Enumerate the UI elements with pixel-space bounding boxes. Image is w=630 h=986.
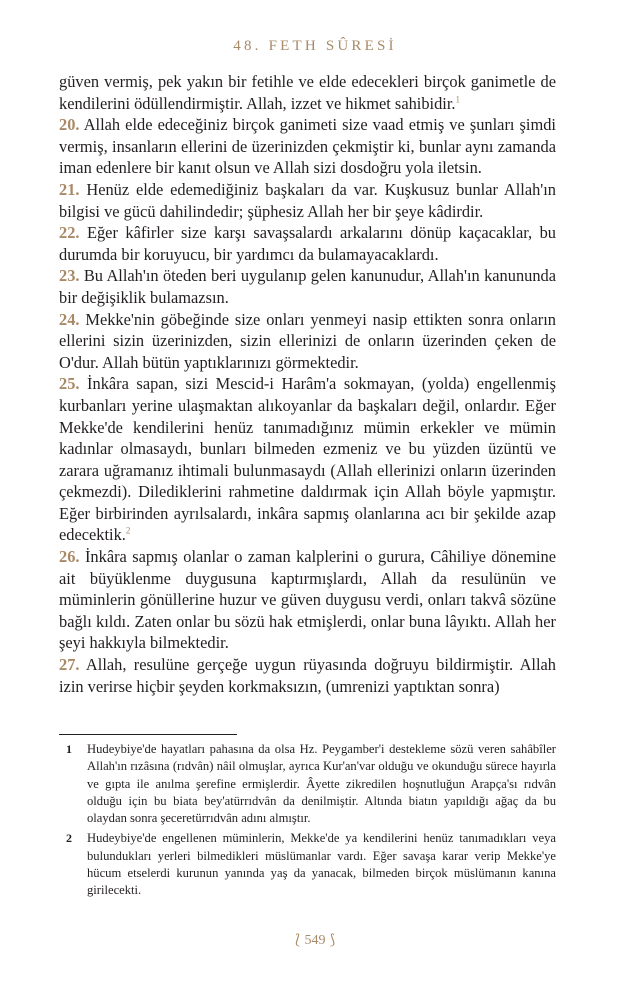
footnote-2 <box>59 830 556 899</box>
verse-text: Allah, resulüne gerçeğe uygun rüyasında doğruyu bildirmiştir. Allah izin verirse hiçbir şeyden korkmaksızın, (umrenizi yaptıktan sonra) <box>59 655 556 696</box>
page-number: 549 <box>304 933 326 948</box>
main-text <box>59 71 556 697</box>
footnote-divider <box>59 734 237 735</box>
footnotes <box>59 741 556 903</box>
verse-21 <box>59 179 556 222</box>
verse-23 <box>59 265 556 308</box>
ornament-right-icon: ⟆ <box>329 933 335 948</box>
footnote-text: Hudeybiye'de hayatları pahasına da olsa Hz. Peygamber'i destekleme sözü veren sahâbîler Allah'ın rızâsına (rıdvân) nâil olmuşlar, ayrıca Kur'an'var olduğu ve okunduğu sürece hayırla ve gıpta ile anılma şerefine ermişlerdir. Âyette zikredilen hoşnutluğun Arapça'sı rıdvân olduğu için bu biata bey'atürrıdvân da denilmiştir. Altında biatın yapıldığı ağaç da bu olaydan sonra şeceretürrıdvân adını almıştır. <box>87 742 556 826</box>
verse-text: İnkâra sapmış olanlar o zaman kalplerini o gurura, Câhiliye dönemine ait büyüklenme duygusuna kaptırmışlardı, Allah da resulünün ve müminlerin gönüllerine huzur ve güven duygusu verdi, onları takvâ sözüne bağlı kıldı. Zaten onlar bu sözü hak etmişlerdi, onlar buna lâyıktı. Allah her şeyi hakkıyla bilmektedir. <box>59 547 556 653</box>
verse-number: 24. <box>59 309 80 329</box>
verse-number: 22. <box>59 223 80 243</box>
verse-number: 21. <box>59 179 80 199</box>
verse-text: Henüz elde edemediğiniz başkaları da var. Kuşkusuz bunlar Allah'ın bilgisi ve gücü dahilindedir; şüphesiz Allah her bir şeye kâdirdir. <box>59 179 556 221</box>
page-number-footer <box>0 932 630 949</box>
intro-text: güven vermiş, pek yakın bir fetihle ve elde edecekleri birçok ganimetle de kendilerini ödüllendirmiştir. Allah, izzet ve hikmet sahibidir. <box>59 72 556 113</box>
verse-text: İnkâra sapan, sizi Mescid-i Harâm'a sokmayan, (yolda) engellenmiş kurbanları yerine ulaşmaktan alıkoyanlar da başkaları değil, onlardır. Eğer Mekke'de kendilerini henüz tanımadığınız mümin erkekler ve mümin kadınlar olmasaydı, bunları bilmeden ezmeniz ve bu yüzden üzüntü ve zarara uğramanız ihtimali bulunmasaydı (Allah ellerinizi onların üzerinden çekmezdi). Dilediklerini rahmetine daldırmak için Allah böyle yapmıştır. Eğer birbirinden ayrılsalardı, inkâra sapmış olanlarına acı bir şekilde azap edecektik. <box>59 374 556 545</box>
footnote-1 <box>59 741 556 827</box>
intro-paragraph <box>59 71 556 114</box>
running-head: 48. FETH SÛRESİ <box>233 38 397 54</box>
footnote-text: Hudeybiye'de engellenen müminlerin, Mekke'de ya kendilerini henüz tanımadıkları veya bulundukları yerleri bilmedikleri müslümanlar vardı. Eğer savaşa karar verip Mekke'ye hücum etselerdi kurunun yanında yaş da yanacak, bilmeden birçok müslümanın kanına girilecekti. <box>87 831 556 898</box>
footnote-number: 2 <box>66 831 72 846</box>
verse-text: Bu Allah'ın öteden beri uygulanıp gelen kanunudur, Allah'ın kanununda bir değişiklik bulamazsın. <box>59 266 556 307</box>
verse-24 <box>59 309 556 374</box>
verse-20 <box>59 114 556 179</box>
verse-number: 27. <box>59 655 80 675</box>
footnote-ref-1[interactable]: 1 <box>455 94 460 105</box>
verse-number: 26. <box>59 547 80 567</box>
verse-number: 23. <box>59 266 80 286</box>
verse-27 <box>59 654 556 697</box>
verse-text: Eğer kâfirler size karşı savaşsalardı arkalarını dönüp kaçacaklar, bu durumda bir koruyucu, bir yardımcı da bulamayacaklardı. <box>59 223 556 264</box>
verse-number: 25. <box>59 374 80 394</box>
verse-26 <box>59 546 556 654</box>
verse-number: 20. <box>59 115 80 135</box>
verse-text: Mekke'nin göbeğinde size onları yenmeyi nasip ettikten sonra onların ellerini sizin üzerinizden, sizin ellerinizi de onların üzerinden çeken de O'dur. Allah bütün yaptıklarınızı görmektedir. <box>59 309 556 372</box>
footnote-number: 1 <box>66 742 72 756</box>
ornament-left-icon: ⟅ <box>295 933 301 948</box>
verse-25 <box>59 373 556 546</box>
verse-text: Allah elde edeceğiniz birçok ganimeti size vaad etmiş ve şunları şimdi vermiş, insanların ellerini de üzerinizden çekmiştir ki, bunlar aynı zamanda iman edenlere bir kanıt olsun ve Allah sizi dosdoğru yola iletsin. <box>59 115 556 178</box>
footnote-ref-2[interactable]: 2 <box>125 526 131 536</box>
verse-22 <box>59 222 556 265</box>
